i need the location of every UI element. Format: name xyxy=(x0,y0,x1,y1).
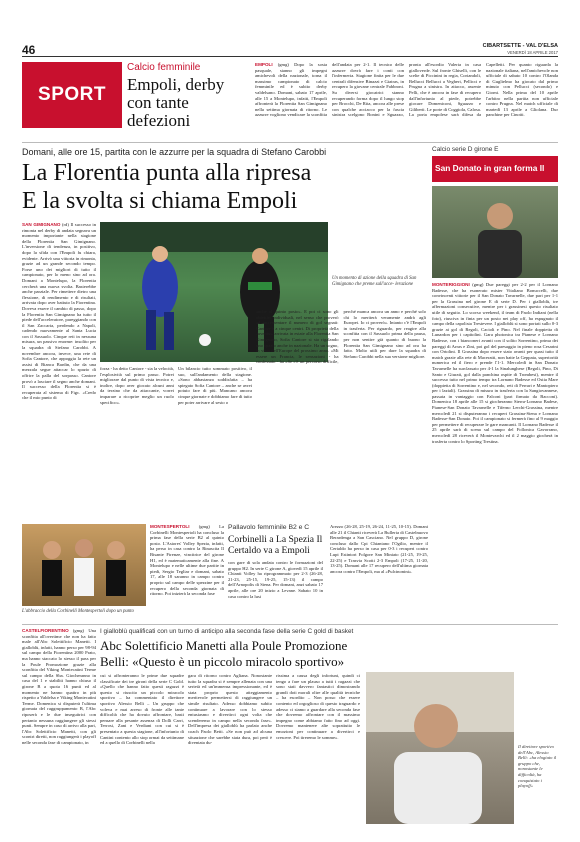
coach-portrait-image xyxy=(432,186,558,278)
main-story-col4: anche al quinto posto». E poi ci sono gli obiettivi individuali, nel senso che proverò ad incrementare il numero di gol segnati: Cantore è a cinque centri. Di proprietà della Juventus, arrivata in estate alla Florentia San Gimignano, Sofia Cantore si sta rigalando uno spazio anche in nazionale. Ha un sogno, in vista dell'Europe del prossimo anno. «Mi essere un Francia, le sensazioni - ha confessato - ha «Se c'è un percorso difficile, perché manca ancora un anno e perché solo chi lo meriterà veramente andrà agli Europei. Io ci proverò». Intanto c'è l'Empoli in trasferta. Per riguardo, per reagire alla sconfitta con il Sassuolo prima della pausa, per non sentire già quanto di buono la Florentia San Gimignano sino ad ora ha fatto. Molto utili per dare la squadra di Stefano Carobbi nella sua versione migliore. xyxy=(256,309,426,365)
bottom-story-title-1: Abc Solettificio Manetti alla Poule Promozione xyxy=(100,638,348,653)
divider xyxy=(22,142,558,143)
main-story-col3: Un bilancio tutto sommato positivo, il suo, sull'andamento della stagione. «Sono abbastanza soddisfatta – ha spiegato Sofia Cantore – anche se avrei potuto fare di più. Mancano ancora cinque giornate e dobbiamo fare di tutto per poter arrivare al sesto o xyxy=(178,366,252,405)
bottom-story-col1 xyxy=(22,628,96,823)
main-photo-caption-text-2: lerazione xyxy=(395,281,414,287)
main-story-lead: SAN GIMIGNANO xyxy=(22,222,61,227)
section-label: SPORT xyxy=(38,84,106,105)
volley-side-lead: MONTESPERTOLI xyxy=(150,524,190,529)
main-photo-caption xyxy=(332,276,426,287)
main-story-col1-text: (rd) Il successo in rimonta nel derby di andata segnava un momento importante nella stagione della Florentia San Gimignano. L'inversione di tendenza, in positivo, dopo la sfida con l'Empoli fu chiara, evidente. Arrivò una vittoria in rimonta, grazie ad un grande secondo tempo. Forse uno dei migliori di tutto il campionato, per lo meno sino ad ora. Domani a Montelupo, la Florentia cercherà una nuova svolta. Basterebbe anche parziale. Per rimettere dietro una flessione, di rendimento e di risultati, arrivata dopo aver battuto la Fiorentina. Doveva essere il cambio di passo, dopo la Florentia San Gimignano ha tutto il piede dell'acceleratore, pareggiando con il San Zaccaria, perdendo a Napoli, cadendo nuovamente al Santa Lucia con il Sassuolo. Cinque reti in nessuna misura, un passivo enorme: insolito per la squadra di Stefano Carobbi. A novembre ancora, invece, una rete di Sofia Cantore, che appoggia la rete un assist di Bianca Bardin, che da una mezzala segue attaccar lo spazio di offrire la palla del sorpasso. Cantore provò a lasciare il segno anche domani. Il successo della Florentia si è recuperata al sistema di Figc. «Credo che il mio punto di xyxy=(22,222,96,401)
volley-story xyxy=(228,524,428,620)
bottom-story-lead: CASTELFIORENTINO xyxy=(22,628,69,633)
page-header xyxy=(22,43,558,57)
right-box xyxy=(432,146,558,518)
volley-celebration-image xyxy=(22,524,146,606)
bottom-story-col1-text: (gmg) Una sconfitta all'overtime che non ha fatto male all'Abc Solettificio Manetti. I gialloblù, infatti, hanno perso per 98-94 sul campo della Fiorentina 2000 Prato, ma hanno staccato lo stesso il pass per la Poule Promozione grazie alla sconfitta del Viking Montecatini Terme sul campo della Sba. Giocheranno in casa del 1 e stabiliti hanno chiuso il girone B a quota 16 punti ed al momento ne hanno quattro in più rispetto a Valdelsa e Viking Montecatini Terme. Domenica si disputerà l'ultima giornata del raggruppamento B, l'Abc riposerà e le due inseguitrici con pertanto nessuna raggiungere gli stessi punti. Sempre in caso di arrivo alla pari, l'Abc Solettificio Manetti, con gli scontri diretti, non raggiungerà i playoff nelle seconda fase di campionato, in xyxy=(22,628,96,745)
main-photo-caption-text: Un momento di azione della squadra di San Gimignano che preme sull'acce- xyxy=(332,276,417,287)
top-story xyxy=(127,62,558,138)
volley-col2: Arezzo (26-28, 25-19, 26-24, 11-25, 10-15). Domani alle 21 il Chianti riceverà La Bulleria di Castelnuovo Berardenga a San Casciano. Nel gruppo D, girone concluso dallo Cpi Chiantano l'Ogilio, mentre il Certaldo ha perso in casa per 0-3 i recuperi contro Lupi Estintori Folgore San Miniato (21-25, 19-25, 22-25) e Trasvia Scotti 2-3 Empoli (17-25, 11-20, 13-25). Domani alle 17 recupero dell'ultima giornata ancora contro l'Empoli, ma al «Pulcinonini». xyxy=(330,524,428,574)
volley-title: Corbinelli a La Spezia Il Certaldo va a Empoli xyxy=(228,534,323,556)
page-number: 46 xyxy=(22,43,36,57)
top-story-title: Empoli, derby con tante defezioni xyxy=(127,75,225,130)
paper-name: CIBARTSETTE - VAL D'ELSA xyxy=(482,43,558,49)
top-story-text: (gmg) Dopo la sosta pasquale, stanno gli impegni amichevoli della nazionale, torna il massimo campionato di calcio femminile ed è subito derby valdelsano. Domani, sabato 17 aprile, alle 15 a Montelupo, infatti, l'Empoli affronterà la Florentia San Gimignano nella settima giornata di ritorno. Le azzurre vogliono vendicare la sconfitta dell'andata per 2-1. Il tecnico delle azzurre dovrà fare i conti con l'infermeria. Stagione finita per le due centrali difensive Binazzi e Giatras, in recupero la giovane centrale Fabbroni. Su diversi giocatrici stanno recuperando forma dopo il lungo stop per Brocchi, De Rita, ancora alle prese con qualche acciacco per la fascia sinistra scelgono Bonini e Sguazzo, pronta all'esordio Valeria in casa gialloverde. Sul fronte Ghiselli, con le scelte di Piccinini in regia, Coriandoli, Bellucci Bellucci a Vegheri, Pellicci e Prugna a sinistra. In attacco, assente Pelli, che è ancora in fase di recupero dall'infortunio al piede, potrebbe giocare Domeniconi, Sguazzo e Giliberti. Le porte di Coggiola, Calosa. La porta empolese sarà difesa da Capelletti. Per quanto riguarda la nazionale italiana, nell'amichevole non ufficiale di sabato 10 contro l'Olanda di Guglielmo ha giocato dal primo minuto con Pellucci (secondo) e Giorni. Nella prima del 10 aprile l'arbitro nella partita non ufficiale contro Prugna. Nel match ufficiale di martedì 13 aprile a Gliolana. Dur panchine per Cinotti. xyxy=(255,62,558,118)
main-story-col2: forza - ha detto Cantore - sia la velocità, l'esplosività sul primo passo. Potrei migliorare dal punto di vista tecnico e, inoltre, dopo aver giocato alcuni anni da terzino che da attaccante, vorrei imparare a ricoprire meglio un ruolo specifico». xyxy=(100,366,174,405)
divider xyxy=(22,624,558,625)
top-story-lead: EMPOLI xyxy=(255,62,273,67)
top-story-kicker: Calcio femminile xyxy=(127,62,201,73)
right-box-photo xyxy=(432,186,558,278)
right-box-kicker: Calcio serie D girone E xyxy=(432,146,499,153)
volley-side-text: (gmg) La Corbinelli Montespertoli ha concluso la prima fase della serie B2 al quinto posto. L'Astores' Volley Spezia, infatti, ha perso in casa contro la Rinascita Il Bisante Firenze, vincitrice del girone H1, ed è matematicamente alla fine. A Montelupo e nelle ultime due partite in piedi, Sergio Tegliar e domani, sabato 17, alle 18 saranno in campo contro proprio sul campo delle spezzine per il recupero della seconda giornata di ritorno. Poi inizierà la seconda fase xyxy=(150,524,224,597)
director-photo xyxy=(366,672,514,824)
right-box-body xyxy=(432,282,558,518)
main-story-headline-2: E la svolta si chiama Empoli xyxy=(22,188,298,214)
director-photo-caption: Il direttore sportivo dell'Abc, Alessio Belli: «ha elogiato il gruppo che, nonostante le difficoltà, ha conquistato i playoff» xyxy=(518,744,557,789)
right-box-lead: MONTERIGGIONI xyxy=(432,282,470,287)
bottom-story-col2: cui si affronteranno le prime due squadre classificate dei tre gironi della serie C Gold. «Quello che hanno fatto questi ragazzi è questo si riuscito un piccolo miracolo sportivo – ha commentato il direttore sportivo Alessio Belli – Un gruppo che voleva e mai arreso di fronte alle tante difficoltà che ha dovuto affrontare, basti pensare alla pesante assenza di Dolli Carri, Terrosi, Zani e Verdiani con cui si è presentato a questa stagione, all'infortunio di Cantini contento allo stop ormai da settimane ed a quello di Corbinelli nella xyxy=(100,673,184,746)
volley-kicker: Pallavolo femminile B2 e C xyxy=(228,524,310,531)
volley-side-body xyxy=(150,524,224,619)
right-box-title xyxy=(432,156,558,182)
right-box-title-text: San Donato in gran forma Il xyxy=(435,163,545,173)
section-banner xyxy=(22,62,122,128)
issue-date: VENERDÌ 18 APRILE 2017 xyxy=(507,50,558,55)
main-story-headline-1: La Florentia punta alla ripresa xyxy=(22,160,312,186)
right-box-text: (gmg) Due pareggi per 2-2 per il Lornano Badesse, che ha esonerato mister Vitaliano Bonuccelli, due convincenti vittorie per il San Donato Tavarnelle, due pari per 1-1 per la Grassina nel girone E di serie D. Per i gialloblù, tre affermazioni consecutive, mentre per i grassinesi questo risultato utile di seguito. Lo scorso weekend, il team di Paolo Indiani (nella foto), riusciva in finta per un posto nei play off, ha espugnato il campo della capolista Trestevere. I gialloblù si sono portati sullo 0-3 grazie ai gol di Regoli, Cacioli e Pino. Nel finale doppietta di Lunardon per i capitolini. Gara photonica tra Pianese e Lornano Badesse, con i bianconeri avanti con il solito Sorrentino, prima dei pareggi di Arras e Zini, poi gol del paesaggio in pieno rosa Cesarini con Ortolini. Il Grassina dopo essere stato avanti per quasi tutto il match grazie alla rete di Maceratti, non batte la Geppata, superiorità numerica ed il fiero e prende l'1-1. Mercoledì in San Donato Tavarnelle ha surclassato per 4-1 la Sinalunghese (Regoli, Pino, Di Santo e Giurati, gol dalla panchina ospite di Trombesi), mentre il successo tutto nel primo tempo tra Lornano Badesse ed Ostia Mare (doppietta di Sorrentino e, nel secondo, reti di Ferrari e Mantopiero per i laziali). Grassina di misura in trasferta con la Sangiovannese, passata in vantaggio con Falconi (pari firmato da Bacconi). Domenica 18 aprile alle 15 si giocheranno Sierra-Lornano Badese, Pianese-San Donato Tavarnelle e Tiferno Lerchi-Grassina, mentre mercoledì 21 si disputeranno i recuperi Grassina-Siena e Lornano Badesse-San Donato. Poi il campionato si fermerà fino al 9 maggio per permettere di recuperare le gare mancanti. Il Lornano Badesse il 25 aprile sarà di scena sul campo del Follonica Gavorrano, mercoledì 28 riceverà il Montevarchi ed il 2 maggio giocherà in trasferta contro lo Sporting Trestina. xyxy=(432,282,558,444)
volley-photo-caption: L'abbraccio della Corbinelli Montespertoli dopo un punto xyxy=(22,609,134,614)
volley-col1: con gare di sola andata contro le formazioni del gruppo H2. In serie C girone A, giovedì 15 aprile il Chianti Volley ha riprogrammato per 2-3 (26-28, 21-23, 25-15, 19-25, 15-13) il campo dell'Arnopolis di Siena. Per domani, anzi sabato 17 aprile, alle ore 20 inizio a Levane. Sabato 10 in casa contro la lusi xyxy=(228,560,323,599)
main-story-col1 xyxy=(22,222,96,517)
bottom-story-col3: gara di ritorno contro Agliana. Nonostante tutto la squadra si è sempre allenata con una serietà ed un'immensa impressionante, ed è stata proprio questo atteggiamento meritevole permettersi di raggiungere un simile risultato. Adesso dobbiamo subito continuare a lavorare con lo stesso entusiasmo e divertirci ogni volta che scenderemo in campo nella seconda fase». Dell'impresa dei gialloblù ha parlato anche coach Paolo Betti. «Se non può ad alcuna situazione che sarebbe stata dura, poi però è diventata du- xyxy=(188,673,272,746)
bottom-story-col4: rissima a causa degli infortuni, quindi ci tengo a fare un plauso a tutti i ragazzi che sono stati davvero fantastici dimostrando grandi doti morali oltre alle qualità tecniche – ha esordito – Non posso che essere contento ed orgoglioso di questo traguardo e adesso ci siamo a guardare alla seconda fase che dovremo affrontare con il massimo impegno come abbiamo fatto fino ad oggi. Dovremo mantenere alte soprattutto le emozioni per continuare a divertirci e crescere. Poi tireremo le somme». xyxy=(276,673,360,740)
volley-photo xyxy=(22,524,146,606)
main-story-subtitle: Domani, alle ore 15, partita con le azzurre per la squadra di Stefano Carobbi xyxy=(22,147,327,157)
director-portrait-image xyxy=(366,672,514,824)
top-story-body xyxy=(255,62,558,138)
bottom-story-title-2: Belli: «Questo è un piccolo miracolo sportivo» xyxy=(100,654,345,669)
bottom-story-kicker: I gialloblù qualificati con un turno di anticipo alla seconda fase della serie C gold di basket xyxy=(100,628,354,635)
